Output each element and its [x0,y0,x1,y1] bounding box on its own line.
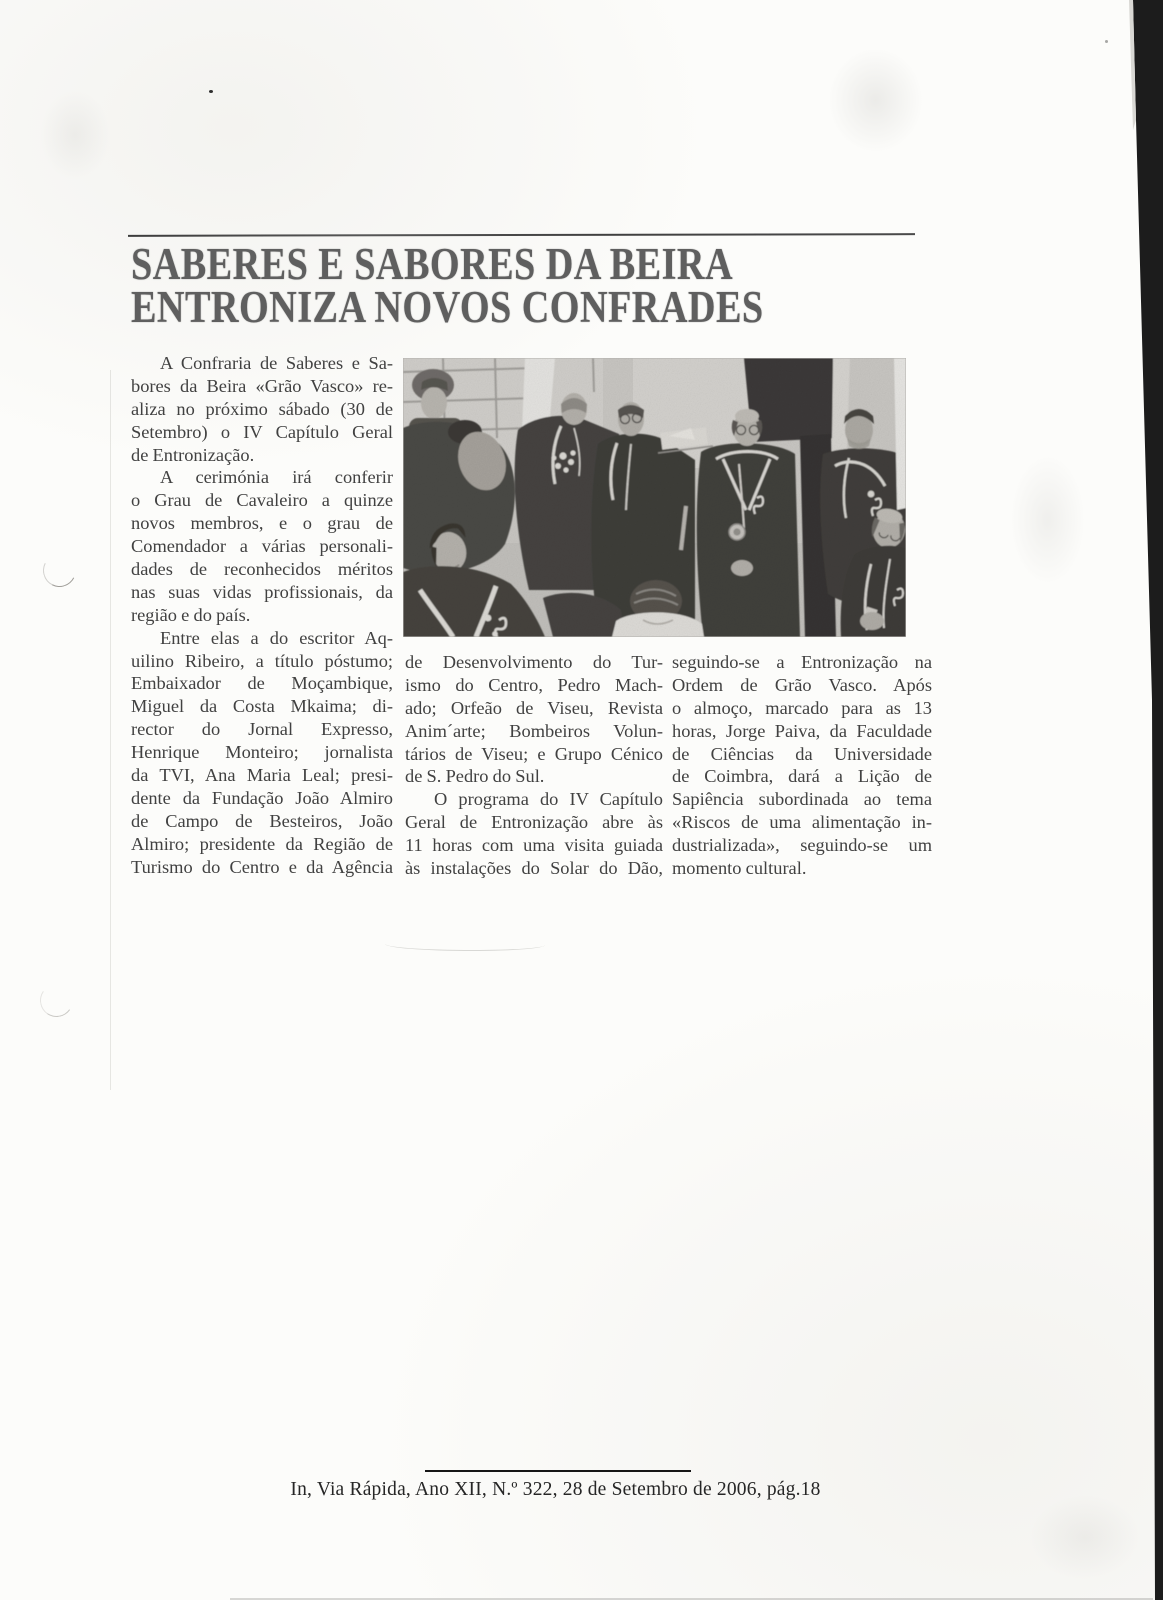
scan-smudge [40,90,110,180]
text-line: tários de Viseu; e Grupo Cénico [405,743,663,764]
text-line: Comendador a várias personali- [131,536,393,557]
text-line: novos membros, e o grau de [131,513,393,534]
column-left [131,352,393,878]
headline-top-rule [128,233,915,237]
scan-smudge [1030,1495,1140,1580]
text-line: ismo do Centro, Pedro Mach- [405,674,663,695]
text-line: A Confraria de Saberes e Sa- [160,353,393,373]
article-photo [403,358,906,637]
text-line: nas suas vidas profissionais, da [131,581,393,602]
text-line: Entre elas a do escritor Aq- [160,627,393,648]
text-line: da TVI, Ana Maria Leal; presi- [131,765,393,786]
text-line: bores da Beira «Grão Vasco» re- [131,375,393,396]
text-line: de S. Pedro do Sul. [405,766,545,787]
text-line: Turismo do Centro e da Agência [131,856,393,877]
hole-punch-bottom [37,981,75,1019]
text-line: Setembro) o IV Capítulo Geral [131,421,393,442]
text-line: o almoço, marcado para as 13 [672,697,932,718]
text-line: dades de reconhecidos méritos [131,559,393,580]
text-line: ado; Orfeão de Viseu, Revista [405,697,663,718]
text-line: uilino Ribeiro, a título póstumo; [131,650,393,671]
text-line: o Grau de Cavaleiro a quinze [131,490,393,511]
text-line: de Coimbra, dará a Lição de [672,766,932,787]
ink-speck [1105,40,1108,43]
text-line: Miguel da Costa Mkaima; di- [131,696,393,717]
headline-line-2: ENTRONIZA NOVOS CONFRADES [131,282,764,332]
scan-smudge [828,48,923,153]
text-line: 11 horas com uma visita guiada [405,835,663,856]
text-line: rector do Jornal Expresso, [131,719,393,740]
ink-speck [209,90,213,93]
text-line: de Entronização. [131,444,255,465]
text-line: de Campo de Besteiros, João [131,810,393,831]
column-right [672,651,932,880]
text-line: O programa do IV Capítulo [434,789,663,810]
text-line: Sapiência subordinada ao tema [672,789,932,810]
text-line: dustrializada», seguindo-se um [672,835,932,856]
text-line: A cerimónia irá conferir [160,467,393,488]
article-headline [131,239,875,332]
text-line: aliza no próximo sábado (30 de [131,398,393,419]
scan-smudge [1010,455,1085,585]
text-line: «Riscos de uma alimentação in- [672,812,932,833]
text-line: momento cultural. [672,858,807,879]
text-line: de Ciências da Universidade [672,743,932,764]
scan-edge-shadow [1128,0,1163,1600]
clipping-paste-shadow [385,938,545,951]
credit-rule [425,1470,691,1472]
hole-punch-top [39,550,81,592]
paper-crease [110,370,111,1090]
text-line: Almiro; presidente da Região de [131,833,393,854]
text-line: Henrique Monteiro; jornalista [131,742,393,763]
text-line: Ordem de Grão Vasco. Após [672,674,932,695]
source-credit: In, Via Rápida, Ano XII, N.º 322, 28 de Setembro de 2006, pág.18 [290,1479,821,1500]
text-line: horas, Jorge Paiva, da Faculdade [672,720,932,741]
text-line: Embaixador de Moçambique, [131,673,393,694]
column-middle [405,651,663,880]
text-line: de Desenvolvimento do Tur- [405,652,663,672]
text-line: seguindo-se a Entronização na [672,652,932,672]
text-line: Anim´arte; Bombeiros Volun- [405,720,663,741]
text-line: dente da Fundação João Almiro [131,787,393,808]
text-line: às instalações do Solar do Dão, [405,858,663,879]
text-line: Geral de Entronização abre às [405,812,663,833]
text-line: região e do país. [131,604,251,625]
ceremony-photo-illustration [403,358,906,637]
headline-line-1: SABERES E SABORES DA BEIRA [131,239,734,289]
